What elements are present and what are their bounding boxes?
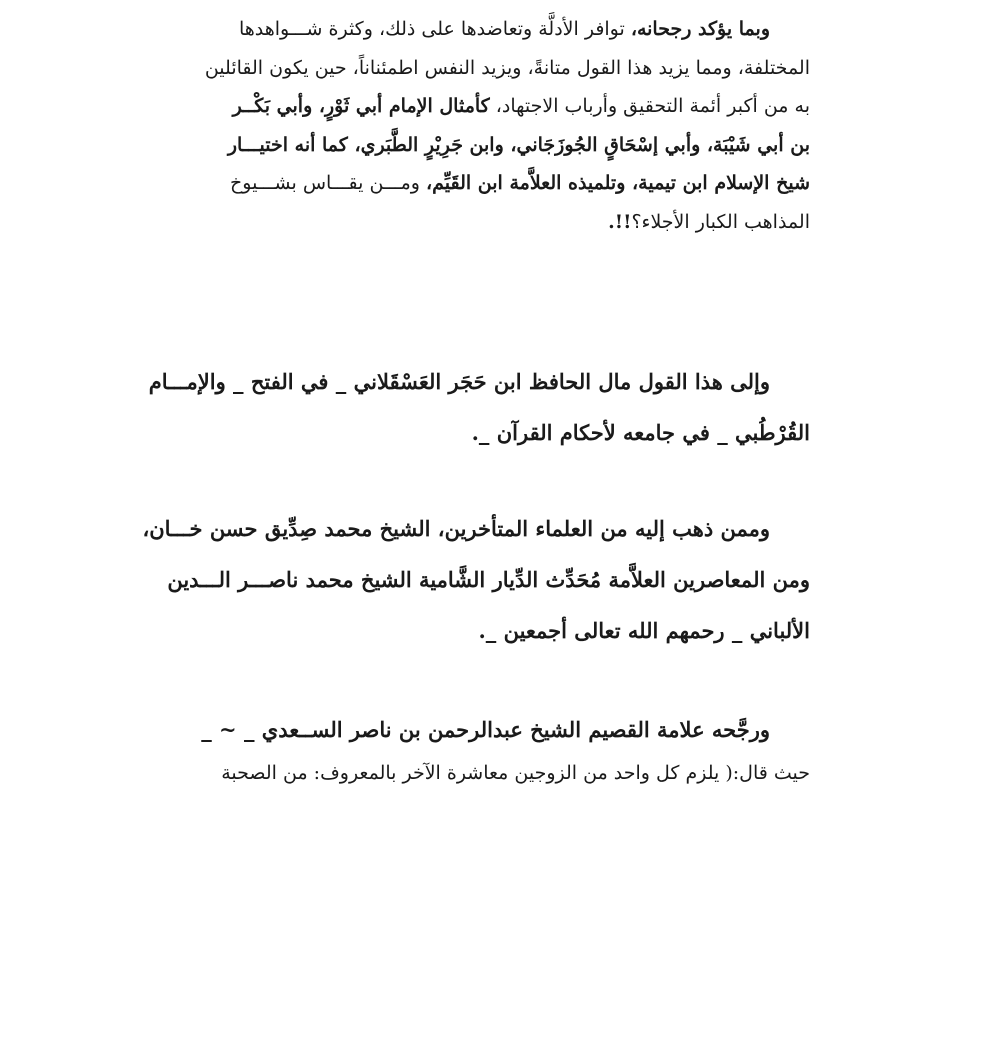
text-line [134,164,810,203]
paragraph-ibn-hajar [134,356,810,458]
text-line: القُرْطُبي _ في جامعه لأحكام القرآن _. [471,420,810,445]
text-line: ورجَّحه علامة القصيم الشيخ عبدالرحمن بن ناصر الســعدي _ ~ _ [201,717,770,742]
paragraph-later-scholars [134,503,810,656]
paragraph-preponderance [134,10,810,241]
plain-phrase: ومـــن يقـــاس بشـــيوخ [230,172,426,194]
text-line [134,203,810,242]
text-line [134,10,810,49]
bold-phrase: وبما يؤكد رجحانه، [630,18,770,40]
text-line [134,87,810,126]
plain-phrase: توافر الأدلَّة وتعاضدها على ذلك، وكثرة شـــواهدها [238,18,631,40]
bold-phrase: بن أبي شَيْبَة، وأبي إسْحَاقٍ الجُوزَجَاني، وابن جَرِيْرٍ الطَّبَري، كما أنه اختيـــار [227,133,810,156]
bold-phrase: كأمثال الإمام أبي ثَوْرٍ، وأبي بَكْــر [232,95,490,117]
text-line: حيث قال:( يلزم كل واحد من الزوجين معاشرة الآخر بالمعروف: من الصحبة [221,762,810,784]
text-line: وممن ذهب إليه من العلماء المتأخرين، الشيخ محمد صِدِّيق حسن خـــان، [142,516,770,541]
plain-phrase: المذاهب الكبار الأجلاء؟ [631,210,810,233]
paragraph-al-saadi [134,707,810,793]
text-line: وإلى هذا القول مال الحافظ ابن حَجَر العَسْقَلاني _ في الفتح _ والإمـــام [148,369,770,394]
plain-phrase: به من أكبر أئمة التحقيق وأرباب الاجتهاد، [489,95,810,117]
text-line: ومن المعاصرين العلاَّمة مُحَدِّث الدِّيار الشَّامية الشيخ محمد ناصـــر الـــدين [167,567,810,592]
text-line [134,126,810,165]
bold-phrase: شيخ الإسلام ابن تيمية، وتلميذه العلاَّمة ابن القَيِّم، [426,172,810,194]
text-line: المختلفة، ومما يزيد هذا القول متانةً، ويزيد النفس اطمئناناً، حين يكون القائلين [204,56,810,79]
bold-phrase: !!. [608,210,632,233]
text-line: الألباني _ رحمهم الله تعالى أجمعين _. [478,618,810,643]
